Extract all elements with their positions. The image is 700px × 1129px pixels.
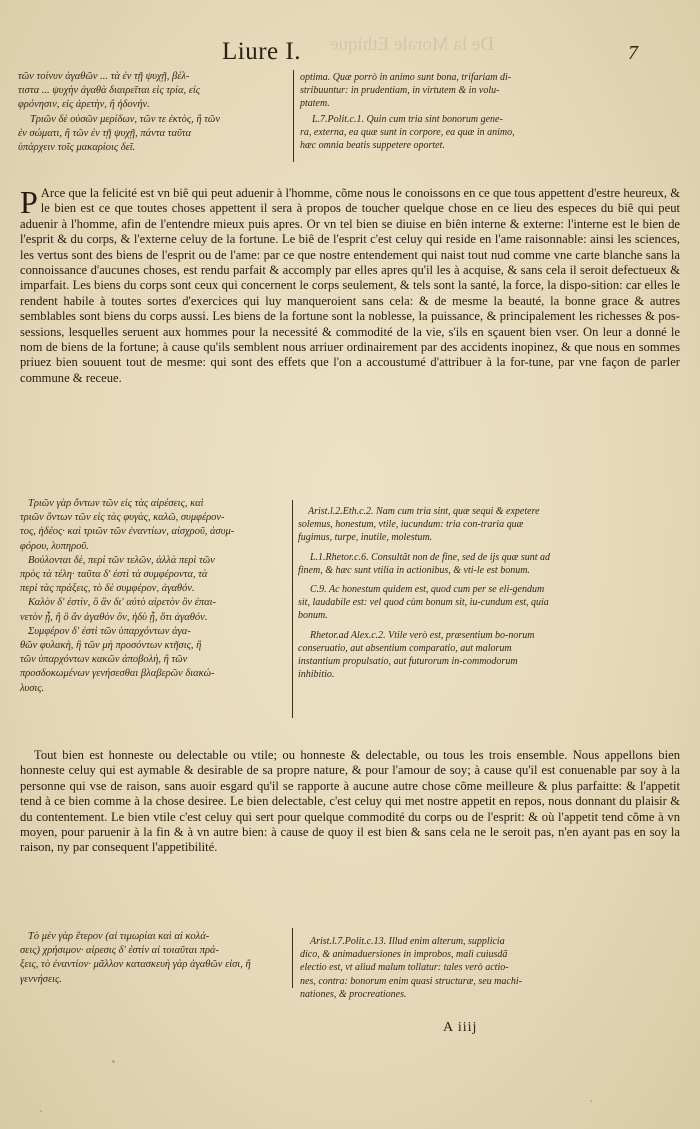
greek-line: τιστα ... ψυχὴν ἀγαθὰ διαιρεῖται εἰς τρία, εἰς bbox=[18, 85, 201, 97]
bleed-through-text: De la Morale Ethique bbox=[330, 34, 495, 55]
greek-line: γεννήσεις. bbox=[20, 973, 62, 985]
greek-line: τῶν ὑπαρχόντων κακῶν ἀποβολὴ, ἢ τῶν bbox=[20, 654, 188, 666]
greek-line: σεις) χρήσιμον· αἱρεσις δ' ἐστὶν αἱ τοιαῦται πρά- bbox=[20, 945, 220, 957]
page-number: 7 bbox=[628, 42, 638, 64]
greek-line: Τριῶν γὰρ ὄντων τῶν εἰς τὰς αἱρέσεις, καὶ bbox=[28, 498, 204, 509]
latin-reference: L.1.Rhetor.c.6. Consultãt non de fine, sed de ijs quæ sunt ad finem, & hæc sunt vtilia in actionibus, & vti-le est bonum. bbox=[298, 551, 550, 576]
latin-line: Arist.l.7.Polit.c.13. Illud enim alterum, supplicia bbox=[310, 936, 505, 947]
paper-speck bbox=[40, 1110, 42, 1112]
paper-speck bbox=[112, 1060, 115, 1063]
greek-line: νετὸν ᾖ, ἢ ὃ ἂν ἀγαθὸν ὂν, ἡδὺ ᾖ, ὅτι ἀγαθόν. bbox=[20, 611, 208, 623]
greek-quote-2 bbox=[20, 497, 282, 696]
paragraph-text: Tout bien est honneste ou delectable ou vtile; ou honneste & delectable, ou tous les trois ensemble. Nous appellons bien honneste celuy qui est aymable & desirable de sa propre nature, & pour l'amour de soy; à cause qu'il est conuenable par soy à la personne qui vse de raison, sans auoir esgard qu'il se rapporte à aucune autre chose cõme meilleure & plus parfaitte: & l'appetit tend à ce bien comme à la chose desiree. Le bien delectable, c'est celuy qui met nostre appetit en repos, nous donnant du plaisir & du contentement. Le bien vtile c'est celuy qui sert pour quelque commodité du corps ou de l'esprit: & où l'appetit tend cõme à vn moyen, pour paruenir à la fin & à vn autre bien: à cause de quoy il est bien & sans cela ne le seroit pas, n'en ayant pas en soy la raison, ny par consequent l'appetibilité. bbox=[20, 748, 680, 855]
column-divider bbox=[293, 70, 294, 162]
latin-note-3 bbox=[300, 935, 560, 1001]
main-paragraph-1 bbox=[20, 186, 680, 386]
latin-line: optima. Quæ porrò in animo sunt bona, trifariam di- bbox=[300, 72, 512, 83]
greek-line: τριῶν ὄντων τῶν εἰς τὰς φυγὰς, καλῶ, συμφέρον- bbox=[20, 512, 225, 524]
greek-line: φρόνησιν, εἰς ἀρετὴν, ἢ ἡδονήν. bbox=[18, 99, 150, 111]
greek-line: ξεις, τὸ ἐναντίον· μᾶλλον κατασκευὴ γὰρ ἀγαθῶν εἰσι, ἢ bbox=[20, 959, 251, 971]
printer-signature-mark: A iiij bbox=[443, 1020, 478, 1035]
page-title: Liure I. bbox=[222, 38, 301, 65]
latin-reference: C.9. Ac honestum quidem est, quod cum per se eli-gendum sit, laudabile est: vel quod cùm bonum sit, iu-cundum est, quia bonum. bbox=[298, 584, 549, 622]
latin-line: L.7.Polit.c.1. Quin cum tria sint bonorum gene- bbox=[312, 113, 503, 125]
latin-line: hæc omnia beatis suppetere oportet. bbox=[300, 140, 445, 152]
latin-line: electio est, vt aliud malum tollatur: tales verò actio- bbox=[300, 962, 509, 974]
greek-quote-1 bbox=[18, 70, 288, 155]
latin-line: dico, & animaduersiones in improbos, mali cuiusdã bbox=[300, 949, 508, 961]
greek-line: ἐν σώματι, ἢ τῶν ἐν τῇ ψυχῇ, πάντα ταῦτα bbox=[18, 127, 192, 139]
latin-reference: Rhetor.ad Alex.c.2. Vtile verò est, præsentium bo-norum conseruatio, aut absentium comparatio, aut malorum instantium propulsatio, aut futurorum in-commodorum inhibitio. bbox=[298, 629, 535, 681]
latin-note-2 bbox=[298, 505, 553, 681]
latin-note-1 bbox=[300, 71, 685, 152]
latin-line: nes, contra: bonorum enim quasi structuræ, seu machi- bbox=[300, 975, 522, 987]
latin-line: stribuuntur: in prudentiam, in virtutem & in volu- bbox=[300, 85, 500, 97]
greek-line: τος, ἡδέος· καὶ τριῶν τῶν ἐναντίων, αἰσχροῦ, ἀσυμ- bbox=[20, 526, 235, 538]
main-paragraph-2 bbox=[20, 748, 680, 856]
greek-line: Συμφέρον δ' ἐστὶ τῶν ὑπαρχόντων ἀγα- bbox=[28, 625, 191, 637]
greek-line: λυσις. bbox=[20, 682, 45, 694]
latin-reference: Arist.l.2.Eth.c.2. Nam cum tria sint, quæ sequi & expetere solemus, honestum, vtile, iucundum: tria con-traria quæ fugimus, turpe, inutile, molestum. bbox=[298, 506, 540, 544]
drop-cap: P bbox=[20, 184, 38, 220]
column-divider bbox=[292, 928, 293, 988]
column-divider bbox=[292, 500, 293, 718]
latin-line: nationes, & procreationes. bbox=[300, 988, 407, 1000]
latin-line: ptatem. bbox=[300, 98, 330, 110]
greek-line: πρὸς τὰ τέλη· ταῦτα δ' ἐστὶ τὰ συμφέροντα, τὰ bbox=[20, 569, 208, 581]
greek-line: τῶν τοίνυν ἀγαθῶν ... τὰ ἐν τῇ ψυχῇ, βέλ- bbox=[18, 71, 190, 82]
running-header bbox=[0, 38, 700, 68]
greek-line: περὶ τὰς πράξεις, τὸ δὲ συμφέρον, ἀγαθόν. bbox=[20, 583, 195, 595]
latin-line: ra, externa, ea quæ sunt in corpore, ea quæ in animo, bbox=[300, 126, 515, 138]
greek-line: Τριῶν δὲ οὐσῶν μερίδων, τῶν τε ἐκτὸς, ἢ τῶν bbox=[30, 113, 220, 125]
paper-speck bbox=[590, 1100, 592, 1102]
paragraph-text: Arce que la felicité est vn biê qui peut aduenir à l'homme, cõme nous le conoissons en ce que tous appettent d'estre heureux, & le bien est ce que toutes choses appettent il sera à propos de toucher quelque chose en ce lieu des especes du biê qui peut aduenir à l'homme, afin de l'entendre mieux puis apres. Or vn tel bien se diuise en biên interne & externe: l'interne est le bien de l'esprit & du corps, & l'externe celuy de la fortune. Le biê de l'esprit c'est celuy qui reside en l'ame raisonnable: ainsi les sciences, les vertus sont des biens de l'esprit ou de l'ame: par ce que nostre entendement qui naist tout nud comme vne carte blanche sans la connoissance d'aucunes choses, est rendu parfait & accomply par elles apres qu'il les à acquise, & sans cela il seroit defectueux & imparfait. Les biens du corps sont ceux qui concernent le corps seulement, & tels sont la santé, la force, la dispo-sition: car elles le rendent habile à toutes sortes d'exercices qui luy manqueroient sans cela: & de mesme la beauté, la bonne grace & autres semblables sont biens du corps aussi. Les biens de la fortune sont la noblesse, la puissance, & principalement les richesses & pos-sessions, lesquelles seruent aux hommes pour la necessité & commodité de la vie, s'ils en sçauent bien vser. On leur a donné le nom de biens de la fortune; à cause qu'ils semblent nous arriuer ordinairement par des accidents inopinez, & que nous en sommes priuez bien souuent tout de mesme: qui sont des effets que l'on a accoustumé d'attribuer à la for-tune, par vne façon de parler commune & receue. bbox=[20, 186, 680, 385]
greek-line: ὑπάρχειν τοῖς μακαρίοις δεῖ. bbox=[18, 142, 136, 154]
greek-line: θῶν φυλακὴ, ἢ τῶν μὴ προσόντων κτῆσις, ἢ bbox=[20, 640, 202, 652]
greek-line: προσδοκωμένων γενήσεσθαι βλαβερῶν διακώ- bbox=[20, 668, 215, 680]
greek-line: Βούλονται δὲ, περὶ τῶν τελῶν, ἀλλὰ περὶ τῶν bbox=[28, 554, 215, 566]
greek-line: Καλὸν δ' ἐστὶν, ὃ ἂν δι' αὐτὸ αἱρετὸν ὂν ἐπαι- bbox=[28, 597, 217, 609]
greek-line: φόρου, λυπηροῦ. bbox=[20, 540, 89, 552]
greek-quote-3 bbox=[20, 930, 282, 987]
greek-line: Τὸ μὲν γὰρ ἕτερον (αἱ τιμωρίαι καὶ αἱ κολά- bbox=[28, 931, 210, 942]
